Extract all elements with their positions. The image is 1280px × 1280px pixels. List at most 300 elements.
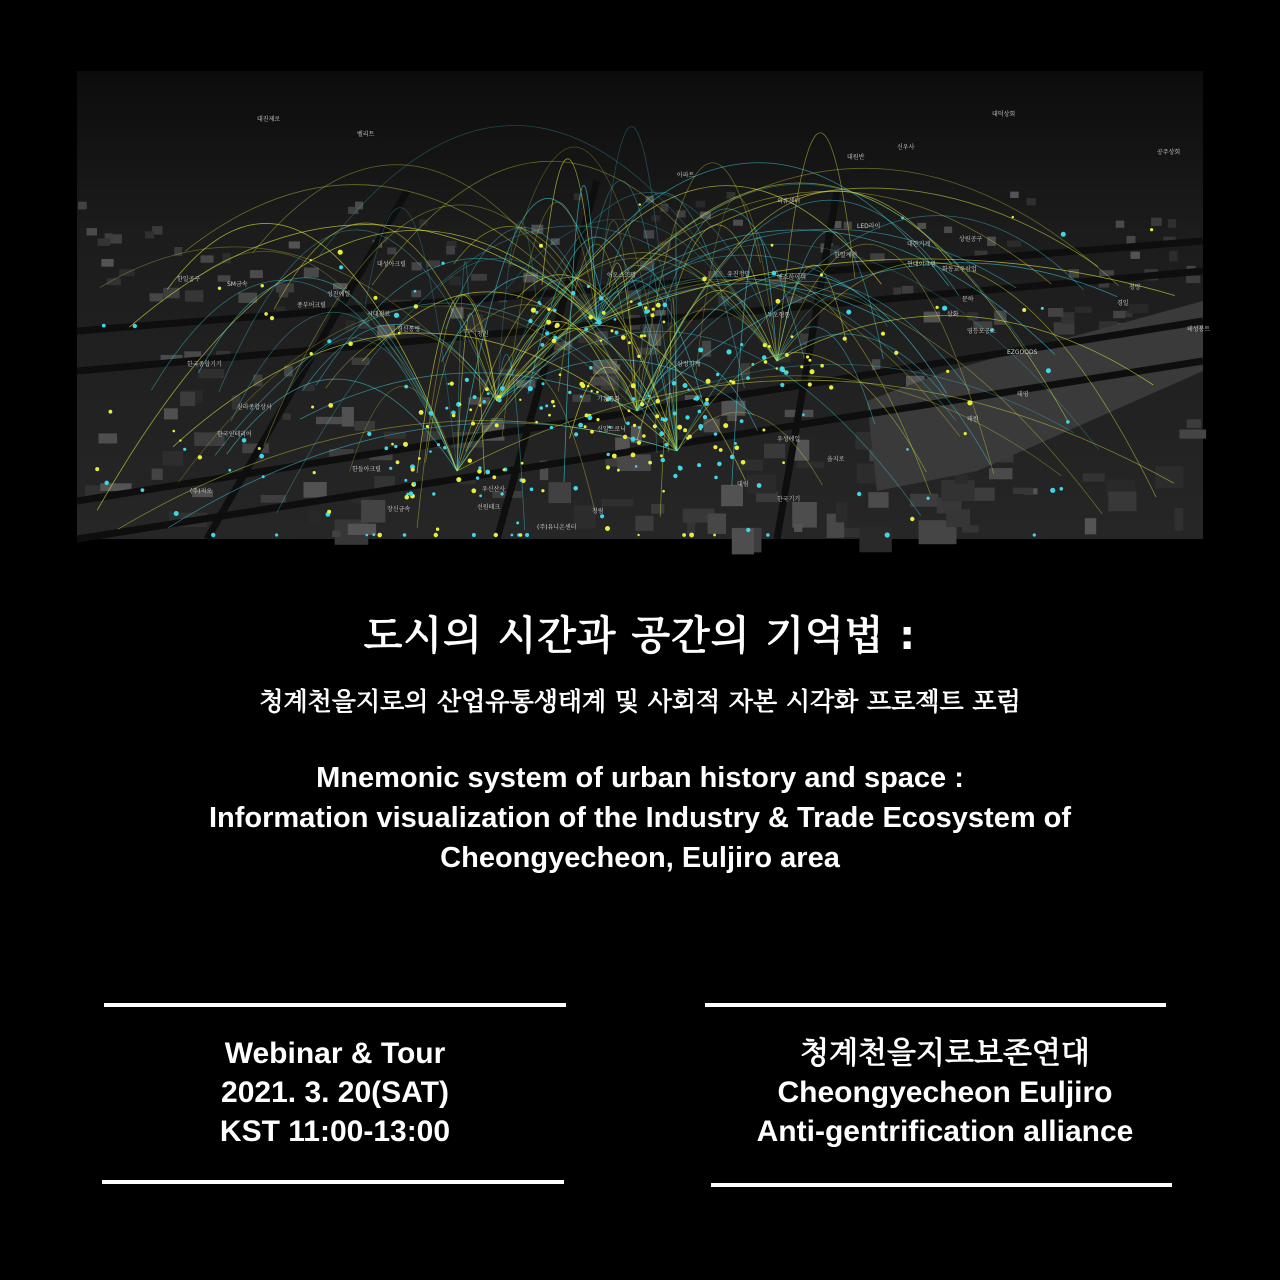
map-label: 공주상회 (1157, 149, 1181, 156)
location-dot (471, 422, 475, 426)
location-dot (596, 391, 599, 394)
location-dot (631, 383, 636, 388)
location-dot (766, 533, 770, 537)
location-dot (414, 290, 417, 293)
location-dot (468, 459, 472, 463)
location-dot (310, 259, 312, 261)
location-dot (723, 423, 728, 428)
location-dot (494, 533, 498, 537)
location-dot (328, 403, 333, 408)
location-dot (644, 309, 649, 314)
location-dot (673, 474, 677, 478)
building-block (261, 495, 286, 503)
location-dot (677, 425, 682, 430)
map-label: 선원테크 (477, 504, 501, 511)
map-label: (주)유니온센터 (537, 524, 577, 531)
location-dot (275, 533, 278, 536)
building-block (419, 219, 427, 226)
location-dot (419, 410, 424, 415)
location-dot (820, 273, 823, 276)
location-dot (651, 313, 655, 317)
location-dot (771, 244, 774, 247)
location-dot (612, 454, 617, 459)
map-label: 태영 (1017, 391, 1029, 398)
event-time: KST 11:00-13:00 (219, 1115, 451, 1148)
location-dot (519, 399, 521, 401)
building-block (87, 228, 98, 235)
location-dot (660, 454, 663, 457)
organizer-info (690, 1034, 1200, 1151)
building-block (354, 421, 375, 431)
building-block (549, 482, 572, 503)
location-dot (459, 403, 462, 406)
map-label: 한국기기 (777, 496, 801, 503)
building-block (78, 202, 87, 210)
location-dot (404, 385, 408, 389)
location-dot (648, 395, 651, 398)
location-dot (661, 458, 665, 462)
location-dot (628, 341, 631, 344)
building-block (1116, 221, 1125, 228)
location-dot (553, 405, 556, 408)
building-block (722, 401, 746, 416)
location-dot (638, 302, 642, 306)
location-dot (472, 533, 476, 537)
location-dot (409, 491, 414, 496)
location-dot (846, 310, 851, 315)
building-block (304, 482, 327, 498)
location-dot (587, 285, 590, 288)
location-dot (367, 432, 371, 436)
map-label: 청량 (1129, 284, 1141, 291)
location-dot (327, 339, 331, 343)
map-label: 문하 (962, 296, 974, 303)
location-dot (714, 476, 718, 480)
location-dot (704, 401, 709, 406)
location-dot (198, 455, 202, 459)
english-title (100, 758, 1180, 878)
location-dot (542, 382, 545, 385)
building-block (1169, 251, 1177, 262)
location-dot (521, 479, 526, 484)
location-dot (626, 422, 630, 426)
map-label: 한국인테리어 (217, 431, 252, 438)
building-block (1027, 198, 1036, 205)
building-block (651, 504, 664, 514)
location-dot (632, 397, 636, 401)
location-dot (734, 442, 737, 445)
building-block (601, 499, 633, 506)
location-dot (578, 423, 583, 428)
location-dot (652, 308, 655, 311)
building-block (1007, 241, 1021, 247)
english-title-line-1: Mnemonic system of urban history and space : (316, 762, 964, 794)
location-dot (693, 398, 695, 400)
map-label: 대림 (737, 481, 749, 488)
location-dot (525, 533, 529, 537)
location-dot (581, 383, 586, 388)
location-dot (726, 349, 731, 354)
building-block (145, 231, 154, 238)
map-label: 테성붕트 (1187, 326, 1211, 333)
location-dot (964, 432, 967, 435)
building-block (304, 268, 319, 278)
location-dot (327, 510, 331, 514)
map-label: 현대이크림 (907, 261, 936, 268)
location-dot (413, 482, 416, 485)
event-type: Webinar & Tour (224, 1037, 446, 1070)
map-label: SM금속 (227, 281, 248, 288)
location-dot (717, 462, 722, 467)
map-label: 대원반 (847, 154, 865, 161)
location-dot (706, 379, 711, 384)
building-block (449, 276, 461, 285)
location-dot (906, 448, 909, 451)
location-dot (806, 355, 809, 358)
organizer-bottom-divider (711, 1183, 1172, 1187)
location-dot (703, 415, 707, 419)
location-dot (1022, 308, 1026, 312)
location-dot (418, 457, 421, 460)
location-dot (713, 445, 717, 449)
building-block (924, 312, 941, 323)
building-block (471, 274, 487, 281)
location-dot (485, 387, 489, 391)
event-info (104, 1034, 566, 1151)
location-dot (642, 434, 646, 438)
location-dot (857, 492, 861, 496)
map-label: 청림 (592, 508, 604, 515)
location-dot (584, 425, 587, 428)
building-block (747, 475, 776, 494)
map-label: 장신금속 (387, 506, 411, 513)
location-dot (95, 467, 99, 471)
location-dot (640, 334, 644, 338)
location-dot (617, 469, 620, 472)
map-label: 영등포공소 (967, 328, 996, 335)
map-label: 대덕상회 (992, 111, 1016, 118)
location-dot (808, 359, 811, 362)
location-dot (141, 488, 145, 492)
urban-network-map-image (77, 71, 1211, 539)
location-dot (776, 367, 778, 369)
location-dot (656, 303, 661, 308)
building-block (332, 531, 341, 538)
map-label: 신라종합상사 (237, 404, 272, 411)
location-dot (655, 399, 660, 404)
building-block (1054, 322, 1075, 334)
location-dot (615, 331, 619, 335)
location-dot (539, 303, 542, 306)
location-dot (639, 203, 641, 205)
location-dot (763, 343, 767, 347)
location-dot (262, 475, 265, 478)
building-block (238, 293, 257, 303)
location-dot (782, 461, 785, 464)
location-dot (729, 380, 732, 383)
location-dot (587, 385, 590, 388)
location-dot (394, 445, 397, 448)
location-dot (374, 296, 378, 300)
location-dot (719, 448, 723, 452)
location-dot (426, 425, 429, 428)
building-block (1155, 466, 1183, 488)
location-dot (573, 486, 578, 491)
location-dot (500, 386, 505, 391)
location-dot (637, 355, 640, 358)
building-block (342, 407, 354, 427)
building-block (1013, 488, 1033, 494)
location-dot (740, 343, 743, 346)
building-block (163, 451, 183, 466)
location-dot (541, 489, 544, 492)
location-dot (403, 442, 408, 447)
location-dot (521, 462, 524, 465)
event-date: 2021. 3. 20(SAT) (221, 1076, 449, 1109)
building-block (163, 288, 179, 299)
building-block (99, 433, 118, 443)
location-dot (662, 490, 665, 493)
location-dot (936, 306, 939, 309)
location-dot (621, 335, 626, 340)
location-dot (228, 469, 231, 472)
location-dot (881, 332, 885, 336)
building-block (792, 502, 817, 528)
location-dot (820, 364, 824, 368)
location-dot (479, 404, 482, 407)
map-label: EZGOODS (1007, 349, 1038, 356)
map-label: 의류센터 (777, 198, 801, 205)
location-dot (633, 424, 636, 427)
building-block (283, 414, 291, 420)
location-dot (1050, 488, 1055, 493)
location-dot (516, 521, 519, 524)
map-label: 두오형통 (767, 312, 791, 319)
location-dot (714, 432, 717, 435)
location-dot (473, 395, 477, 399)
location-dot (600, 339, 602, 341)
location-dot (568, 391, 571, 394)
building-block (836, 502, 848, 522)
location-dot (683, 428, 687, 432)
location-dot (741, 460, 746, 465)
location-dot (678, 466, 681, 469)
location-dot (548, 414, 551, 417)
location-dot (411, 468, 415, 472)
location-dot (596, 418, 599, 421)
location-dot (595, 322, 597, 324)
location-dot (946, 370, 949, 373)
building-block (910, 494, 938, 507)
organizer-name-en-1: Cheongyecheon Euljiro (777, 1076, 1113, 1109)
location-dot (109, 410, 113, 414)
location-dot (776, 299, 781, 304)
location-dot (623, 435, 627, 439)
location-dot (663, 321, 666, 324)
location-dot (1060, 487, 1064, 491)
location-dot (640, 402, 644, 406)
building-block (732, 528, 754, 554)
location-dot (910, 517, 914, 521)
location-dot (597, 320, 602, 325)
location-dot (762, 355, 767, 360)
location-dot (705, 398, 709, 402)
location-dot (559, 373, 562, 376)
location-dot (735, 446, 740, 451)
building-block (944, 227, 952, 234)
location-dot (697, 463, 701, 467)
location-dot (659, 431, 664, 436)
map-label: 한일계전 (834, 252, 858, 259)
building-block (250, 270, 263, 278)
location-dot (403, 533, 407, 537)
event-bottom-divider (102, 1180, 564, 1184)
location-dot (574, 432, 578, 436)
location-dot (800, 365, 803, 368)
page-subtitle: 청계천을지로의 산업유통생태계 및 사회적 자본 시각화 프로젝트 포럼 (259, 687, 1021, 716)
location-dot (485, 470, 490, 475)
building-block (198, 369, 224, 378)
location-dot (664, 417, 668, 421)
location-dot (843, 337, 847, 341)
location-dot (492, 475, 496, 479)
location-dot (802, 413, 805, 416)
building-block (1186, 276, 1200, 283)
location-dot (535, 421, 538, 424)
location-dot (702, 277, 707, 282)
location-dot (391, 443, 394, 446)
map-label: 상원공구 (959, 236, 983, 243)
location-dot (967, 400, 972, 405)
location-dot (443, 446, 446, 449)
location-dot (685, 415, 689, 419)
building-block (185, 290, 204, 301)
location-dot (606, 465, 610, 469)
building-block (348, 524, 376, 535)
location-dot (429, 411, 433, 415)
building-block (446, 246, 455, 255)
building-block (412, 262, 422, 270)
map-label: 종부어크릴 (297, 302, 326, 309)
location-dot (477, 469, 482, 474)
location-dot (270, 316, 274, 320)
map-label: 한일공구 (177, 276, 201, 283)
map-label: 태원 (967, 416, 979, 423)
location-dot (384, 446, 388, 450)
location-dot (780, 366, 785, 371)
location-dot (366, 534, 369, 537)
location-dot (602, 311, 606, 315)
building-block (150, 293, 164, 301)
building-block (987, 237, 996, 246)
location-dot (310, 352, 313, 355)
location-dot (635, 465, 638, 468)
organizer-name-ko: 청계천을지로보존연대 (800, 1037, 1090, 1070)
location-dot (183, 448, 186, 451)
map-label: 유진정밀 (727, 271, 751, 278)
building-block (1113, 311, 1125, 318)
building-block (708, 514, 726, 534)
building-block (1108, 492, 1136, 512)
location-dot (785, 353, 789, 357)
location-dot (672, 381, 677, 386)
building-block (1083, 473, 1105, 481)
location-dot (664, 443, 668, 447)
building-block (902, 286, 914, 294)
location-dot (429, 450, 432, 453)
location-dot (713, 534, 716, 537)
building-block (764, 444, 785, 459)
location-dot (655, 414, 659, 418)
location-dot (339, 265, 343, 269)
location-dot (611, 329, 614, 332)
building-block (164, 408, 178, 419)
location-dot (372, 533, 375, 536)
location-dot (313, 471, 316, 474)
location-dot (638, 426, 641, 429)
location-dot (607, 453, 610, 456)
location-dot (589, 366, 593, 370)
building-block (352, 358, 370, 365)
location-dot (503, 468, 506, 471)
organizer-name-en-2: Anti-gentrification alliance (756, 1115, 1134, 1148)
building-block (152, 469, 163, 480)
location-dot (414, 304, 418, 308)
location-dot (437, 443, 440, 446)
location-dot (553, 309, 557, 313)
location-dot (894, 351, 898, 355)
location-dot (447, 383, 449, 385)
location-dot (590, 430, 594, 434)
location-dot (764, 360, 768, 364)
location-dot (673, 412, 677, 416)
location-dot (452, 414, 456, 418)
map-label: 삼정기계 (677, 361, 701, 368)
location-dot (552, 339, 557, 344)
location-dot (746, 376, 750, 380)
location-dot (757, 483, 762, 488)
location-dot (105, 481, 109, 485)
location-dot (751, 363, 754, 366)
location-dot (258, 447, 261, 450)
map-label: 아파트 (677, 172, 695, 179)
building-block (733, 220, 743, 226)
location-dot (264, 312, 268, 316)
building-block (946, 509, 970, 527)
map-label: 대진제로 (257, 116, 281, 123)
location-dot (394, 313, 399, 318)
location-dot (404, 479, 407, 482)
location-dot (261, 284, 264, 287)
location-dot (471, 488, 476, 493)
map-label: 경신통링 (397, 326, 421, 333)
location-dot (630, 300, 633, 303)
map-label: 경일 (1117, 300, 1129, 307)
map-label: LED라이 (857, 223, 881, 230)
location-dot (528, 319, 532, 323)
location-dot (528, 386, 533, 391)
building-block (1187, 419, 1201, 428)
location-dot (614, 318, 617, 321)
location-dot (133, 324, 137, 328)
location-dot (1046, 368, 1051, 373)
organizer-top-divider (705, 1003, 1166, 1007)
location-dot (551, 400, 555, 404)
location-dot (478, 466, 481, 469)
building-block (696, 201, 705, 208)
location-dot (519, 533, 522, 536)
map-label: 청진 (477, 331, 489, 338)
